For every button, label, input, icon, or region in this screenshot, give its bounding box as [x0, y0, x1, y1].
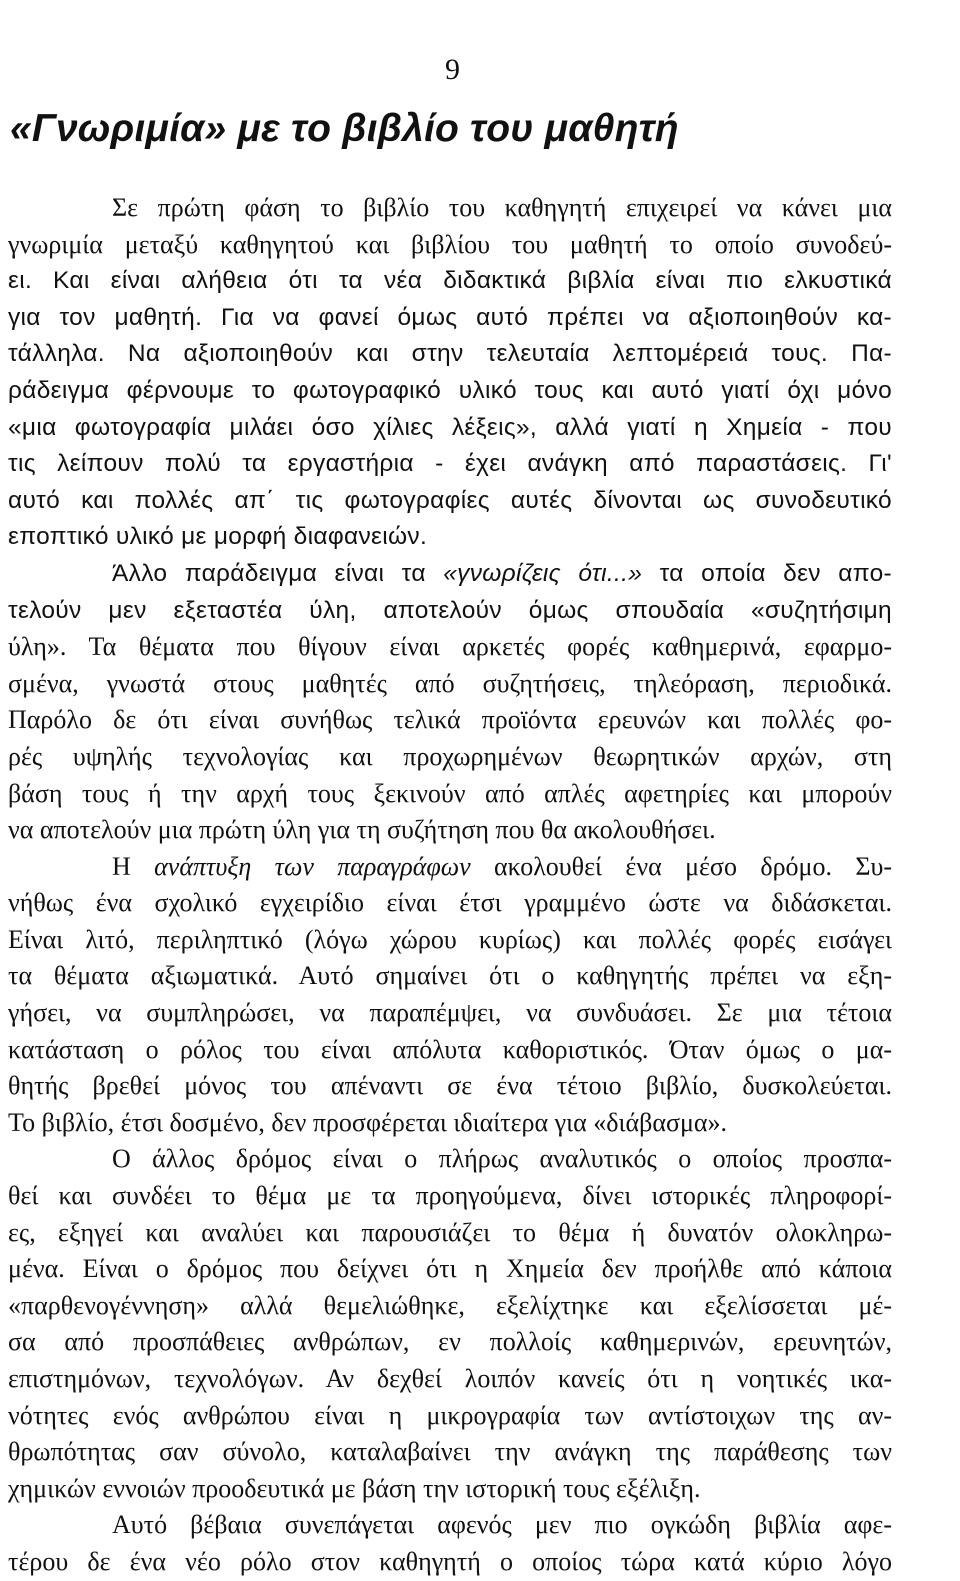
text-line: Σε πρώτη φάση το βιβλίο του καθηγητή επιχειρεί να κάνει μια	[112, 193, 892, 222]
text-line: θρωπότητας σαν σύνολο, καταλαβαίνει την ανάγκη της παράθεσης των	[8, 1437, 892, 1467]
text-line: ει. Και είναι αλήθεια ότι τα νέα διδακτικά βιβλία είναι πιο ελκυστικά	[8, 267, 892, 295]
text-line: Είναι λιτό, περιληπτικό (λόγω χώρου κυρίως) και πολλές φορές εισάγει	[8, 924, 892, 954]
text-line: κατάσταση ο ρόλος του είναι απόλυτα καθοριστικός. Όταν όμως ο μα-	[8, 1034, 892, 1064]
text-line: να αποτελούν μια πρώτη ύλη για τη συζήτηση που θα ακολουθήσει.	[8, 815, 716, 845]
text-line: θεί και συνδέει το θέμα με τα προηγούμενα, δίνει ιστορικές πληροφορί-	[8, 1181, 892, 1211]
text-line: τάλληλα. Να αξιοποιηθούν και στην τελευταία λεπτομέρειά τους. Πα-	[8, 340, 892, 368]
text-line: «μια φωτογραφία μιλάει όσο χίλιες λέξεις», αλλά γιατί η Χημεία - που	[8, 413, 892, 441]
text-line: Η ανάπτυξη των παραγράφων ακολουθεί ένα μέσο δρόμο. Συ-	[112, 851, 893, 881]
text-line: ράδειγμα φέρνουμε το φωτογραφικό υλικό τους και αυτό γιατί όχι μόνο	[8, 376, 892, 404]
text-line: Άλλο παράδειγμα είναι τα «γνωρίζεις ότι...» τα οποία δεν απο-	[112, 559, 892, 587]
text-line: τις λείπουν πολύ τα εργαστήρια - έχει ανάγκη από παραστάσεις. Γι'	[8, 450, 892, 478]
text-line: νότητες ενός ανθρώπου είναι η μικρογραφία των αντίστοιχων της αν-	[8, 1400, 892, 1430]
text-line: γήσει, να συμπληρώσει, να παραπέμψει, να συνδυάσει. Σε μια τέτοια	[8, 998, 892, 1028]
text-line: ρές υψηλής τεχνολογίας και προχωρημένων θεωρητικών αρχών, στη	[8, 741, 892, 771]
text-line: γνωριμία μεταξύ καθηγητού και βιβλίου του μαθητή το οποίο συνοδεύ-	[8, 229, 892, 259]
text-line: θητής βρεθεί μόνος του απέναντι σε ένα τέτοιο βιβλίο, δυσκολεύεται.	[8, 1071, 892, 1101]
text-line: τέρου δε ένα νέο ρόλο στον καθηγητή ο οποίος τώρα κατά κύριο λόγο	[8, 1546, 892, 1576]
text-line: για τον μαθητή. Για να φανεί όμως αυτό πρέπει να αξιοποιηθούν κα-	[8, 303, 892, 331]
text-line: νήθως ένα σχολικό εγχειρίδιο είναι έτσι γραμμένο ώστε να διδάσκεται.	[8, 888, 892, 918]
text-line: τα θέματα αξιωματικά. Αυτό σημαίνει ότι ο καθηγητής πρέπει να εξη-	[8, 961, 892, 991]
text-line: Ο άλλος δρόμος είναι ο πλήρως αναλυτικός ο οποίος προσπα-	[112, 1144, 892, 1174]
body-text	[0, 190, 960, 1581]
text-line: επιστημόνων, τεχνολόγων. Αν δεχθεί λοιπόν κανείς ότι η νοητικές ικα-	[8, 1364, 892, 1393]
text-line: βάση τους ή την αρχή τους ξεκινούν από απλές αφετηρίες και μπορούν	[8, 778, 892, 808]
text-line: «παρθενογέννηση» αλλά θεμελιώθηκε, εξελίχτηκε και εξελίσσεται μέ-	[8, 1290, 892, 1320]
page-number: 9	[445, 53, 460, 86]
text-line: σμένα, γνωστά στους μαθητές από συζητήσεις, τηλεόραση, περιοδικά.	[8, 668, 892, 698]
italic-phrase: ανάπτυξη των παραγράφων	[154, 851, 471, 881]
text-line: αυτό και πολλές απ΄ τις φωτογραφίες αυτές δίνονται ως συνοδευτικό	[8, 486, 892, 514]
text-line: Το βιβλίο, έτσι δοσμένο, δεν προσφέρεται ιδιαίτερα για «διάβασμα».	[8, 1107, 728, 1137]
text-line: τελούν μεν εξεταστέα ύλη, αποτελούν όμως σπουδαία «συζητήσιμη	[8, 596, 892, 624]
text-line: ες, εξηγεί και αναλύει και παρουσιάζει το θέμα ή δυνατόν ολοκληρω-	[8, 1217, 892, 1247]
text-line: Αυτό βέβαια συνεπάγεται αφενός μεν πιο ογκώδη βιβλία αφε-	[112, 1510, 892, 1540]
text-line: εποπτικό υλικό με μορφή διαφανειών.	[8, 523, 428, 551]
text-line: σα από προσπάθειες ανθρώπων, εν πολλοίς καθημερινών, ερευνητών,	[8, 1327, 892, 1357]
text-line: ύλη». Τα θέματα που θίγουν είναι αρκετές φορές καθημερινά, εφαρμο-	[8, 632, 892, 662]
text-line: χημικών εννοιών προοδευτικά με βάση την ιστορική τους εξέλιξη.	[8, 1473, 701, 1503]
text-line: μένα. Είναι ο δρόμος που δείχνει ότι η Χημεία δεν προήλθε από κάποια	[8, 1254, 892, 1284]
section-heading: «Γνωριμία» με το βιβλίο του μαθητή	[10, 107, 679, 150]
text-line: Παρόλο δε ότι είναι συνήθως τελικά προϊόντα ερευνών και πολλές φο-	[8, 705, 892, 735]
italic-phrase: «γνωρίζεις ότι...»	[443, 559, 643, 587]
